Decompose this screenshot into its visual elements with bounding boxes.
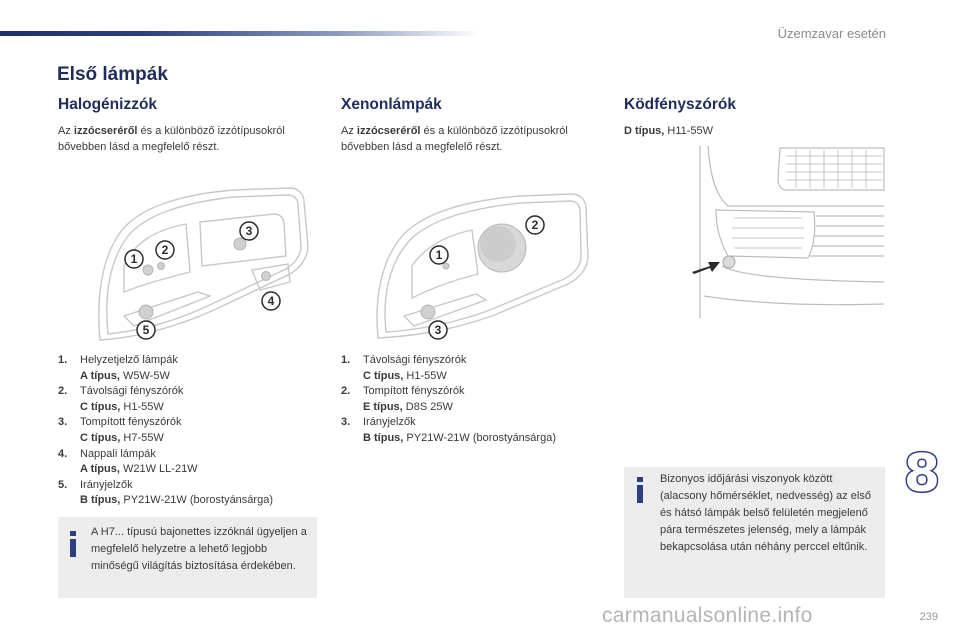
weather-info-note xyxy=(624,467,885,598)
chapter-number: 8 xyxy=(903,447,941,495)
xenon-callout-3: 3 xyxy=(434,323,442,337)
fog-title: Ködfényszórók xyxy=(624,96,736,113)
halogen-bulb-list xyxy=(58,353,320,509)
fog-section xyxy=(624,96,886,139)
halogen-intro: Az izzócseréről és a különböző izzótípusokról bővebben lásd a megfelelő részt. xyxy=(58,125,285,153)
list-item: 3. Tompított fényszórók C típus, H7-55W xyxy=(58,416,182,444)
xenon-callout-1: 1 xyxy=(435,248,443,262)
xenon-headlamp-illustration xyxy=(372,192,592,344)
list-item: 1. Távolsági fényszórók C típus, H1-55W xyxy=(341,354,467,382)
fog-lamp-illustration xyxy=(676,146,886,322)
halogen-info-note xyxy=(58,517,317,598)
list-item: 5. Irányjelzők B típus, PY21W-21W (borostyánsárga) xyxy=(58,478,273,507)
list-item: 3. Irányjelzők B típus, PY21W-21W (borostyánsárga) xyxy=(341,416,556,444)
halogen-callout-1: 1 xyxy=(130,252,138,266)
halogen-note-text: A H7... típusú bajonettes izzóknál ügyeljen a megfelelő helyzetre a lehető legjobb minőségű világítás biztosítása érdekében. xyxy=(91,526,307,572)
halogen-callout-5: 5 xyxy=(142,323,150,337)
halogen-callout-4: 4 xyxy=(267,294,275,308)
info-icon xyxy=(69,531,77,557)
fog-bulb-type: D típus, H11-55W xyxy=(624,125,714,137)
info-icon xyxy=(636,477,644,503)
list-item: 2. Tompított fényszórók E típus, D8S 25W xyxy=(341,385,465,413)
xenon-section xyxy=(341,96,603,155)
xenon-callout-2: 2 xyxy=(531,218,539,232)
watermark: carmanualsonline.info xyxy=(602,604,813,627)
xenon-title: Xenonlámpák xyxy=(341,96,442,113)
xenon-intro: Az izzócseréről és a különböző izzótípusokról bővebben lásd a megfelelő részt. xyxy=(341,125,568,153)
halogen-title: Halogénizzók xyxy=(58,96,158,113)
list-item: 1. Helyzetjelző lámpák A típus, W5W-5W xyxy=(58,354,178,382)
halogen-callout-2: 2 xyxy=(161,243,169,257)
halogen-section xyxy=(58,96,320,155)
page-number: 239 xyxy=(919,611,938,623)
chapter-title: Üzemzavar esetén xyxy=(777,26,886,41)
page-title: Első lámpák xyxy=(57,64,168,85)
weather-note-text: Bizonyos időjárási viszonyok között (alacsony hőmérséklet, nedvesség) az első és hátsó lámpák belső felületén megjelenő pára természetes jelenség, mely a lámpák bekapcsolása után néhány perccel eltűnik. xyxy=(660,473,871,553)
halogen-callout-3: 3 xyxy=(245,224,253,238)
chapter-tab xyxy=(898,447,946,495)
list-item: 2. Távolsági fényszórók C típus, H1-55W xyxy=(58,385,184,413)
header-accent-bar xyxy=(0,31,480,36)
xenon-bulb-list xyxy=(341,353,603,447)
list-item: 4. Nappali lámpák A típus, W21W LL-21W xyxy=(58,447,198,476)
